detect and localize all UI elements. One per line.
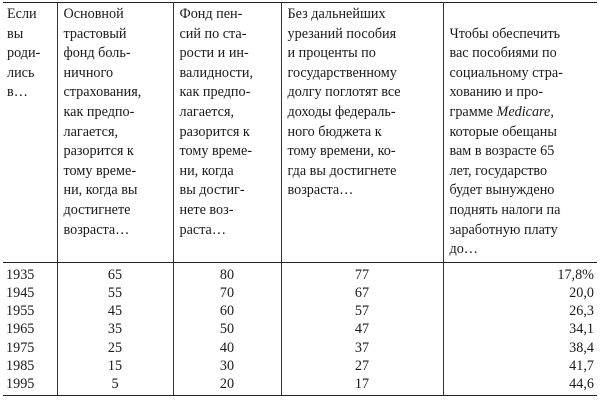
cell-pension-fund-age: 40	[173, 339, 281, 357]
cell-birth-year: 1975	[3, 339, 57, 357]
table-row	[3, 262, 597, 284]
table-header	[3, 3, 597, 263]
cell-birth-year: 1965	[3, 320, 57, 338]
cell-federal-budget-age: 57	[281, 302, 443, 320]
table-row	[3, 302, 597, 320]
cell-pension-fund-age: 70	[173, 284, 281, 302]
cell-payroll-tax-rate: 44,6	[443, 375, 597, 396]
table-row	[3, 320, 597, 338]
cell-birth-year: 1985	[3, 357, 57, 375]
header-payroll-tax-text: Чтобы обеспечить вас пособиями по социальному стра- хованию и про- грамме Medicare, которые обещаны вам в возрасте 65 лет, государство будет вынуждено поднять налоги па заработную плату до…	[449, 25, 563, 258]
table-row	[3, 339, 597, 357]
pension-forecast-table	[3, 2, 597, 396]
cell-birth-year: 1935	[3, 262, 57, 284]
cell-hospital-fund-age: 35	[57, 320, 173, 338]
cell-payroll-tax-rate: 20,0	[569, 284, 594, 301]
header-federal-budget: Без дальнейших урезаний пособия и проценты по государственному долгу поглотят все доходы федераль- ного бюджета к тому времени, ко- гда вы достигнете возраста…	[281, 3, 443, 263]
table-row	[3, 375, 597, 396]
cell-payroll-tax-rate: 38,4	[569, 339, 594, 356]
cell-hospital-fund-age: 55	[57, 284, 173, 302]
cell-hospital-fund-age: 45	[57, 302, 173, 320]
header-hospital-fund: Основной трастовый фонд боль- ничного страхования, как предпо- лагается, разорится к тому време- ни, когда вы достигнете возраста…	[57, 3, 173, 263]
cell-payroll-tax-rate: 34,1	[569, 321, 594, 338]
cell-payroll-tax-rate: 41,7	[569, 357, 594, 374]
header-birth-year: Если вы роди- лись в…	[3, 3, 57, 263]
cell-pension-fund-age: 80	[173, 262, 281, 284]
cell-pension-fund-age: 50	[173, 320, 281, 338]
cell-payroll-tax-rate: 26,3	[569, 303, 594, 320]
header-row	[3, 3, 597, 263]
cell-federal-budget-age: 47	[281, 320, 443, 338]
cell-federal-budget-age: 17	[281, 375, 443, 396]
cell-hospital-fund-age: 15	[57, 357, 173, 375]
cell-federal-budget-age: 67	[281, 284, 443, 302]
cell-federal-budget-age: 27	[281, 357, 443, 375]
cell-hospital-fund-age: 65	[57, 262, 173, 284]
header-pension-fund: Фонд пен- сий по ста- рости и ин- валидности, как предпо- лагается, разорится к тому време- ни, когда вы достиг- нете воз- раста…	[173, 3, 281, 263]
cell-pension-fund-age: 30	[173, 357, 281, 375]
cell-federal-budget-age: 77	[281, 262, 443, 284]
table-row	[3, 357, 597, 375]
cell-payroll-tax-rate: 17,8%	[557, 266, 594, 283]
cell-hospital-fund-age: 25	[57, 339, 173, 357]
table-row	[3, 284, 597, 302]
cell-pension-fund-age: 60	[173, 302, 281, 320]
table-body	[3, 262, 597, 395]
cell-pension-fund-age: 20	[173, 375, 281, 396]
cell-birth-year: 1995	[3, 375, 57, 396]
cell-federal-budget-age: 37	[281, 339, 443, 357]
cell-hospital-fund-age: 5	[57, 375, 173, 396]
header-payroll-tax	[443, 3, 597, 263]
cell-birth-year: 1955	[3, 302, 57, 320]
cell-birth-year: 1945	[3, 284, 57, 302]
